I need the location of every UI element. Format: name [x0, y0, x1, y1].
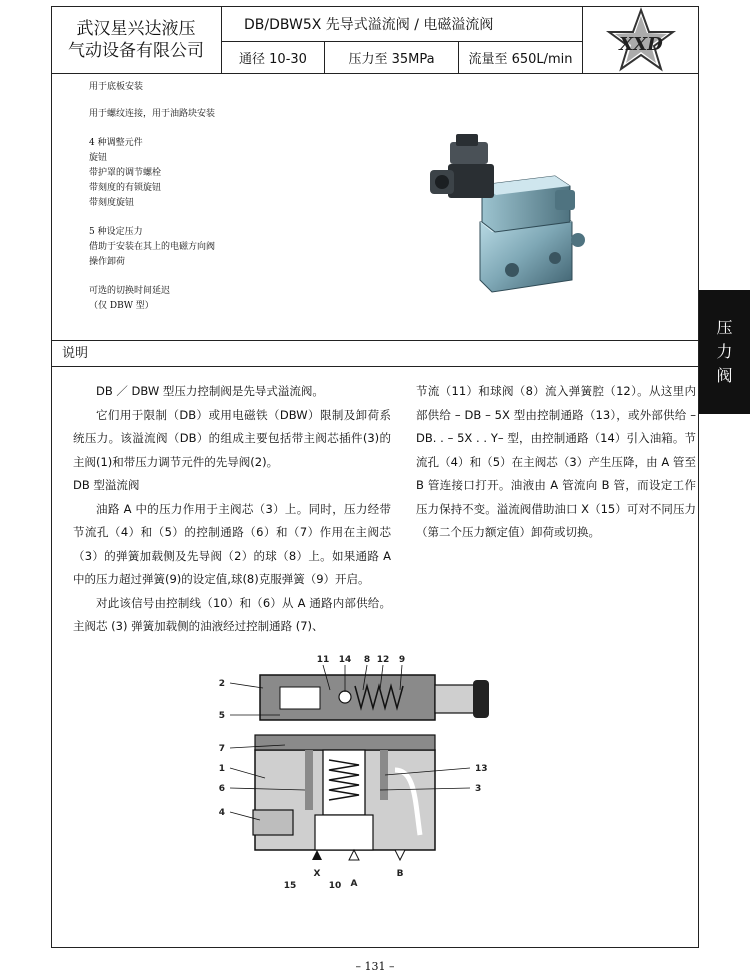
diagram-label: 8: [363, 655, 371, 665]
diagram-label: X: [313, 869, 321, 879]
section-side-tab: [699, 290, 750, 414]
feature-item: 带刻度旋钮: [89, 198, 135, 208]
feature-item: 可选的切换时间延迟: [89, 286, 171, 296]
company-line-1: 武汉星兴达液压: [76, 18, 196, 39]
description-left-column: [73, 380, 391, 639]
diagram-label: 10: [328, 881, 342, 891]
product-photo: [420, 130, 590, 315]
diagram-label: B: [396, 869, 404, 879]
feature-group-adjustment: [89, 136, 349, 211]
paragraph: 节流（11）和球阀（8）流入弹簧腔（12）。从这里内部供给 – DB – 5X 型由控制通路（13），或外部供给 – DB. . – 5X . . Y– 型，由控制通路（14）引入油箱。节流孔（4）和（5）在主阀芯（3）产生压降，由 A 管至 B 管连接口打开。油液由 A 管流向 B 管，而设定工作压力保持不变。溢流阀借助油口 X（15）可对不同压力（第二个压力额定值）卸荷或切换。: [416, 384, 696, 539]
diagram-label: 12: [376, 655, 390, 665]
diagram-label: 5: [218, 711, 225, 721]
section-title: 说明: [62, 346, 89, 361]
diagram-label: 3: [475, 784, 482, 794]
company-name: [51, 6, 222, 74]
paragraph: 对此该信号由控制线（10）和（6）从 A 通路内部供给。主阀芯 (3) 弹簧加载侧的油液经过控制通路 (7)、: [73, 595, 391, 633]
diagram-label: 13: [475, 764, 488, 774]
diagram-label: A: [350, 879, 358, 889]
feature-item: 用于底板安装: [89, 82, 144, 92]
company-logo: [582, 6, 699, 74]
paragraph: DB ／ DBW 型压力控制阀是先导式溢流阀。: [96, 384, 324, 398]
logo-letters: XXD: [619, 34, 663, 55]
diagram-label: 7: [218, 744, 225, 754]
diagram-label: 9: [398, 655, 406, 665]
description-right-column: [416, 380, 696, 545]
feature-group-delay: [89, 284, 349, 314]
feature-item: （仅 DBW 型）: [89, 301, 154, 311]
feature-item: 用于螺纹连接，用于油路块安装: [89, 109, 216, 119]
side-tab-char: 力: [716, 342, 733, 361]
feature-item: 借助于安装在其上的电磁方向阀: [89, 242, 216, 252]
diagram-label: 1: [218, 764, 225, 774]
feature-item: 操作卸荷: [89, 257, 126, 267]
spec-pressure: 压力至 35MPa: [325, 42, 459, 74]
feature-group-mounting: [89, 80, 349, 122]
side-tab-char: 压: [716, 318, 733, 337]
paragraph: 它们用于限制（DB）或用电磁铁（DBW）限制及卸荷系统压力。该溢流阀（DB）的组成主要包括带主阀芯插件(3)的主阀(1)和带压力调节元件的先导阀(2)。: [73, 407, 391, 469]
feature-item: 5 种设定压力: [89, 227, 143, 237]
valve-cross-section-diagram: [205, 650, 505, 895]
section-divider-bottom: [51, 366, 699, 367]
diagram-label: 4: [218, 808, 225, 818]
feature-item: 带刻度的有锁旋钮: [89, 183, 162, 193]
diagram-label: 15: [283, 881, 297, 891]
company-line-2: 气动设备有限公司: [68, 40, 204, 61]
feature-item: 旋钮: [89, 153, 108, 163]
diagram-label: 14: [338, 655, 352, 665]
section-divider-top: [51, 340, 699, 341]
side-tab-char: 阀: [716, 366, 733, 385]
page-number: – 131 –: [355, 960, 395, 973]
diagram-label: 6: [218, 784, 225, 794]
feature-list: [89, 80, 349, 328]
spec-flow: 流量至 650L/min: [459, 42, 582, 74]
spec-size: 通径 10-30: [222, 42, 325, 74]
feature-item: 带护罩的调节螺栓: [89, 168, 162, 178]
feature-group-pressure: [89, 225, 349, 270]
subheading: DB 型溢流阀: [73, 478, 140, 492]
feature-item: 4 种调整元件: [89, 138, 143, 148]
diagram-label: 2: [218, 679, 225, 689]
document-title: DB/DBW5X 先导式溢流阀 / 电磁溢流阀: [222, 6, 582, 42]
paragraph: 油路 A 中的压力作用于主阀芯（3）上。同时，压力经带节流孔（4）和（5）的控制通路（6）和（7）作用在主阀芯（3）的弹簧加载侧及先导阀（2）的球（8）上。如果通路 A 中的压力超过弹簧(9)的设定值,球(8)克服弹簧（9）开启。: [73, 501, 391, 586]
diagram-label: 11: [316, 655, 330, 665]
